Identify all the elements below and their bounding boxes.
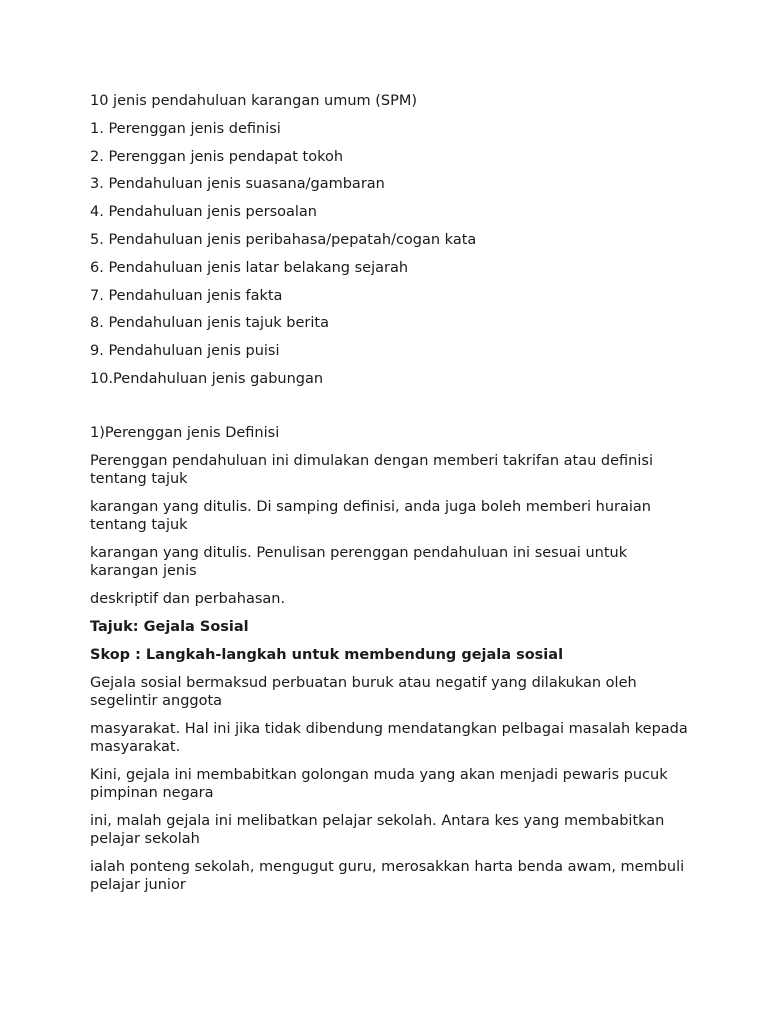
list-item: 3. Pendahuluan jenis suasana/gambaran (90, 176, 385, 193)
list-item: 10.Pendahuluan jenis gabungan (90, 370, 324, 387)
list-item: 9. Pendahuluan jenis puisi (90, 343, 280, 360)
list-item: 2. Perenggan jenis pendapat tokoh (90, 148, 344, 165)
example-paragraph: Gejala sosial bermaksud perbuatan buruk atau negatif yang dilakukan oleh segelintir anggota (90, 674, 637, 709)
list-item: 8. Pendahuluan jenis tajuk berita (90, 315, 329, 332)
paragraph: karangan yang ditulis. Di samping definisi, anda juga boleh memberi huraian tentang tajuk (90, 498, 651, 533)
paragraph: karangan yang ditulis. Penulisan perenggan pendahuluan ini sesuai untuk karangan jenis (90, 544, 628, 579)
example-paragraph: ialah ponteng sekolah, mengugut guru, merosakkan harta benda awam, membuli pelajar junior (90, 858, 685, 893)
skop-heading: Skop : Langkah-langkah untuk membendung gejala sosial (90, 646, 564, 663)
tajuk-heading: Tajuk: Gejala Sosial (90, 618, 249, 635)
example-paragraph: ini, malah gejala ini melibatkan pelajar sekolah. Antara kes yang membabitkan pelajar sekolah (90, 812, 665, 847)
list-item: 5. Pendahuluan jenis peribahasa/pepatah/cogan kata (90, 231, 477, 248)
section-spacer (90, 398, 690, 424)
document-title: 10 jenis pendahuluan karangan umum (SPM) (90, 93, 418, 109)
example-paragraph: Kini, gejala ini membabitkan golongan muda yang akan menjadi pewaris pucuk pimpinan negara (90, 766, 668, 801)
example-paragraph: masyarakat. Hal ini jika tidak dibendung mendatangkan pelbagai masalah kepada masyarakat. (90, 720, 688, 755)
section-heading: 1)Perenggan jenis Definisi (90, 424, 280, 441)
paragraph: deskriptif dan perbahasan. (90, 590, 286, 607)
list-item: 7. Pendahuluan jenis fakta (90, 287, 283, 304)
list-item: 1. Perenggan jenis definisi (90, 120, 281, 137)
list-item: 6. Pendahuluan jenis latar belakang sejarah (90, 259, 409, 276)
list-item: 4. Pendahuluan jenis persoalan (90, 204, 317, 221)
paragraph: Perenggan pendahuluan ini dimulakan dengan memberi takrifan atau definisi tentang tajuk (90, 452, 653, 487)
document-content (90, 92, 690, 904)
intro-types-list (90, 120, 690, 388)
